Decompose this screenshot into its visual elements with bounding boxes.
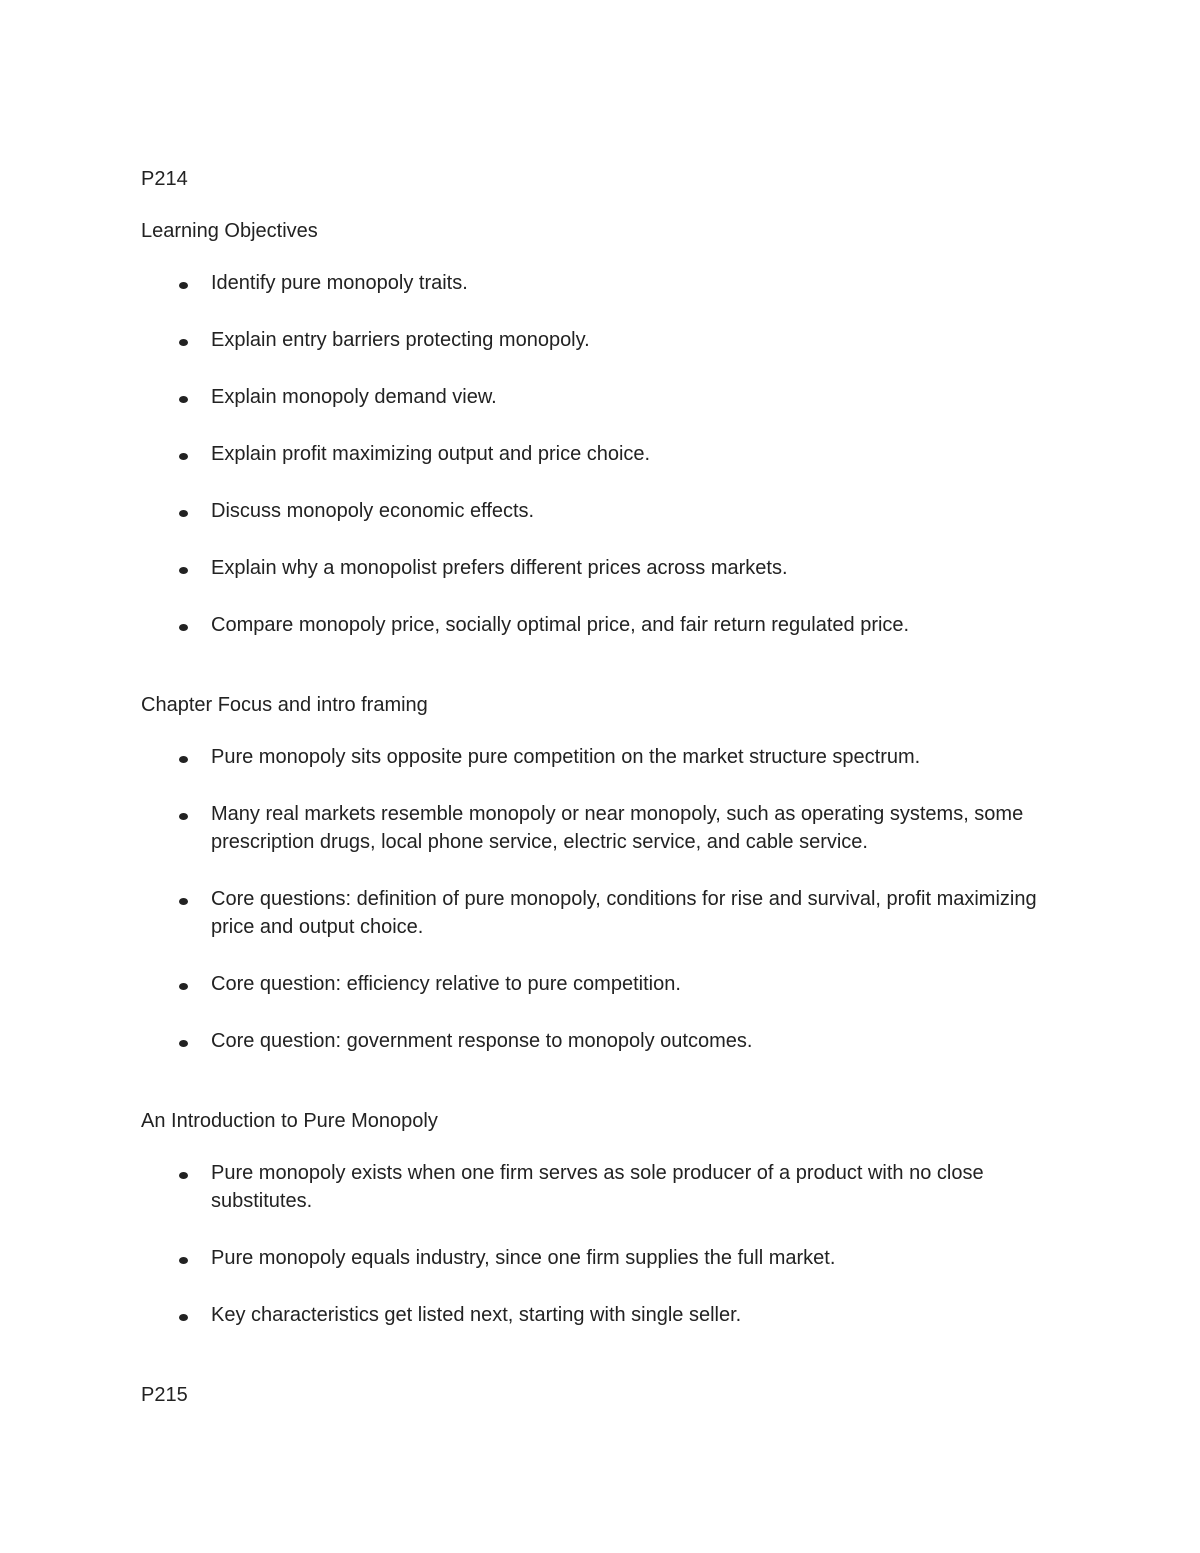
list-item-text: Explain profit maximizing output and price choice. [211,443,651,465]
bullet-icon [179,510,188,517]
bullet-icon [179,396,188,403]
list-item-text: Discuss monopoly economic effects. [211,500,535,522]
list-item-text: Explain entry barriers protecting monopoly. [211,329,590,351]
list-item-text: Compare monopoly price, socially optimal price, and fair return regulated price. [211,614,910,636]
list-item-text: Explain monopoly demand view. [211,386,497,408]
bullet-icon [179,1314,188,1321]
list-item [141,1027,1061,1055]
list-item [141,497,1061,525]
list-item [141,800,1061,856]
list-item-text: Core questions: definition of pure monopoly, conditions for rise and survival, profit maximizing price and output choice. [211,888,1037,938]
list-item-text: Pure monopoly exists when one firm serves as sole producer of a product with no close substitutes. [211,1162,984,1212]
list-item-text: Identify pure monopoly traits. [211,272,468,294]
section-heading-chapter-focus: Chapter Focus and intro framing [141,694,428,716]
bullet-icon [179,282,188,289]
page-number-label: P214 [141,168,188,190]
list-item [141,970,1061,998]
list-item [141,383,1061,411]
section-heading-introduction-pure-monopoly: An Introduction to Pure Monopoly [141,1110,438,1132]
bullet-icon [179,756,188,763]
list-item [141,611,1061,639]
list-item [141,885,1061,941]
bullet-icon [179,983,188,990]
bullet-list-chapter-focus [141,743,1061,1055]
list-item-text: Pure monopoly sits opposite pure competition on the market structure spectrum. [211,746,921,768]
list-item-text: Pure monopoly equals industry, since one firm supplies the full market. [211,1247,836,1269]
list-item [141,269,1061,297]
list-item-text: Key characteristics get listed next, starting with single seller. [211,1304,742,1326]
bullet-icon [179,567,188,574]
bullet-icon [179,1257,188,1264]
page-number-label-next: P215 [141,1384,188,1406]
bullet-list-introduction-pure-monopoly [141,1159,1061,1329]
list-item [141,326,1061,354]
list-item [141,1159,1061,1215]
section-heading-learning-objectives: Learning Objectives [141,220,318,242]
bullet-icon [179,813,188,820]
bullet-icon [179,453,188,460]
bullet-icon [179,624,188,631]
list-item [141,440,1061,468]
bullet-icon [179,1040,188,1047]
list-item [141,1301,1061,1329]
list-item [141,554,1061,582]
list-item [141,1244,1061,1272]
document-content [141,165,1061,1409]
list-item-text: Many real markets resemble monopoly or near monopoly, such as operating systems, some prescription drugs, local phone service, electric service, and cable service. [211,803,1024,853]
list-item-text: Core question: efficiency relative to pure competition. [211,973,681,995]
bullet-icon [179,898,188,905]
list-item-text: Core question: government response to monopoly outcomes. [211,1030,753,1052]
bullet-list-learning-objectives [141,269,1061,639]
list-item-text: Explain why a monopolist prefers different prices across markets. [211,557,788,579]
bullet-icon [179,1172,188,1179]
list-item [141,743,1061,771]
bullet-icon [179,339,188,346]
